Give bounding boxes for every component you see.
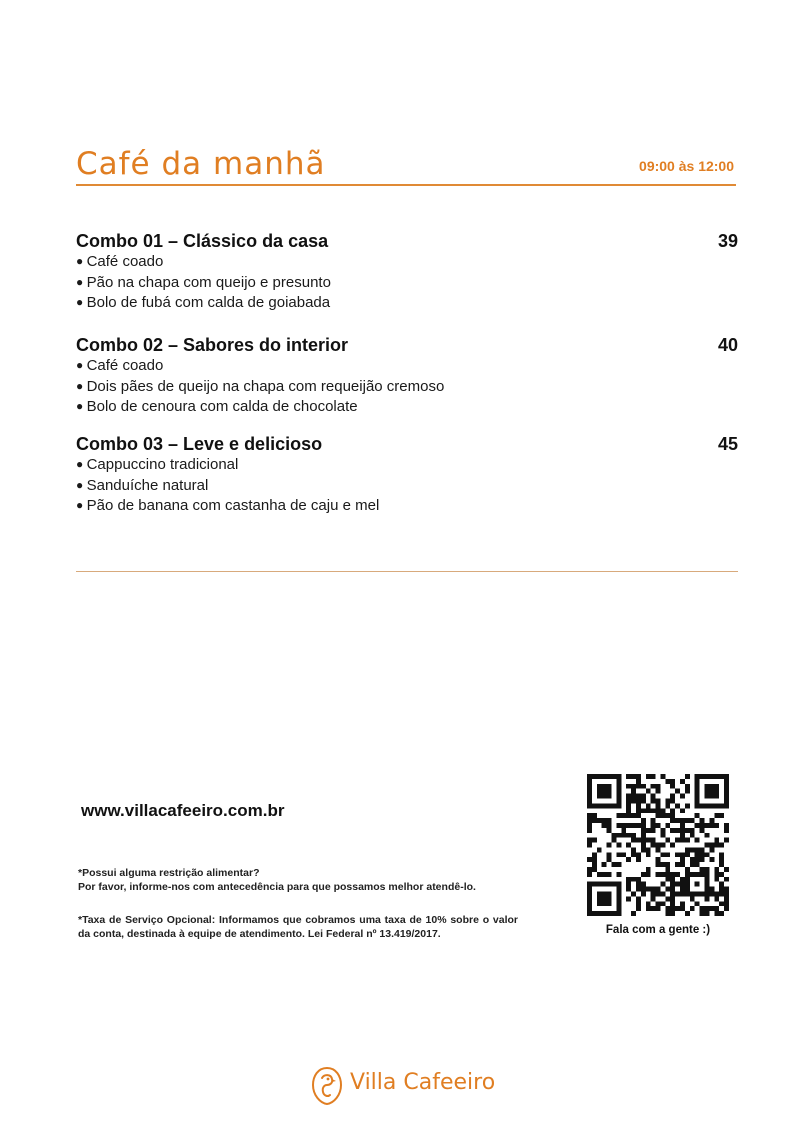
list-item: ● Café coado bbox=[76, 356, 738, 377]
brand-logo bbox=[310, 1066, 510, 1106]
section-divider bbox=[76, 571, 738, 572]
list-item: ● Dois pães de queijo na chapa com requeijão cremoso bbox=[76, 377, 738, 398]
list-item: ● Sanduíche natural bbox=[76, 476, 738, 497]
combo-02 bbox=[76, 334, 738, 418]
list-item: ● Pão de banana com castanha de caju e mel bbox=[76, 496, 738, 517]
combo-03 bbox=[76, 433, 738, 517]
combo-items bbox=[76, 455, 738, 517]
combo-price: 40 bbox=[717, 335, 738, 355]
section-title: Café da manhã bbox=[76, 146, 326, 182]
service-fee-note: *Taxa de Serviço Opcional: Informamos que cobramos uma taxa de 10% sobre o valor da conta, destinada à equipe de atendimento. Lei Federal nº 13.419/2017. bbox=[78, 914, 518, 940]
list-item: ● Café coado bbox=[76, 252, 738, 273]
dietary-question: *Possui alguma restrição alimentar? bbox=[78, 867, 260, 879]
combo-name: Combo 02 – Sabores do interior bbox=[76, 335, 349, 355]
list-item: ● Pão na chapa com queijo e presunto bbox=[76, 273, 738, 294]
combo-items bbox=[76, 252, 738, 314]
combo-01 bbox=[76, 230, 738, 314]
list-item: ● Bolo de cenoura com calda de chocolate bbox=[76, 397, 738, 418]
menu-header bbox=[76, 142, 736, 186]
qr-caption: Fala com a gente :) bbox=[605, 924, 711, 936]
qr-code-icon[interactable] bbox=[587, 774, 729, 916]
parrot-logo-icon bbox=[310, 1066, 344, 1106]
list-item: ● Bolo de fubá com calda de goiabada bbox=[76, 293, 738, 314]
combo-price: 39 bbox=[717, 231, 738, 251]
website-link[interactable]: www.villacafeeiro.com.br bbox=[81, 801, 285, 820]
combo-price: 45 bbox=[717, 434, 738, 454]
brand-name: Villa Cafeeiro bbox=[350, 1070, 496, 1095]
combo-items bbox=[76, 356, 738, 418]
combo-name: Combo 03 – Leve e delicioso bbox=[76, 434, 323, 454]
combo-name: Combo 01 – Clássico da casa bbox=[76, 231, 329, 251]
service-hours: 09:00 às 12:00 bbox=[639, 158, 734, 174]
dietary-note bbox=[78, 866, 518, 894]
dietary-text: Por favor, informe-nos com antecedência para que possamos melhor atendê-lo. bbox=[78, 881, 476, 893]
list-item: ● Cappuccino tradicional bbox=[76, 455, 738, 476]
